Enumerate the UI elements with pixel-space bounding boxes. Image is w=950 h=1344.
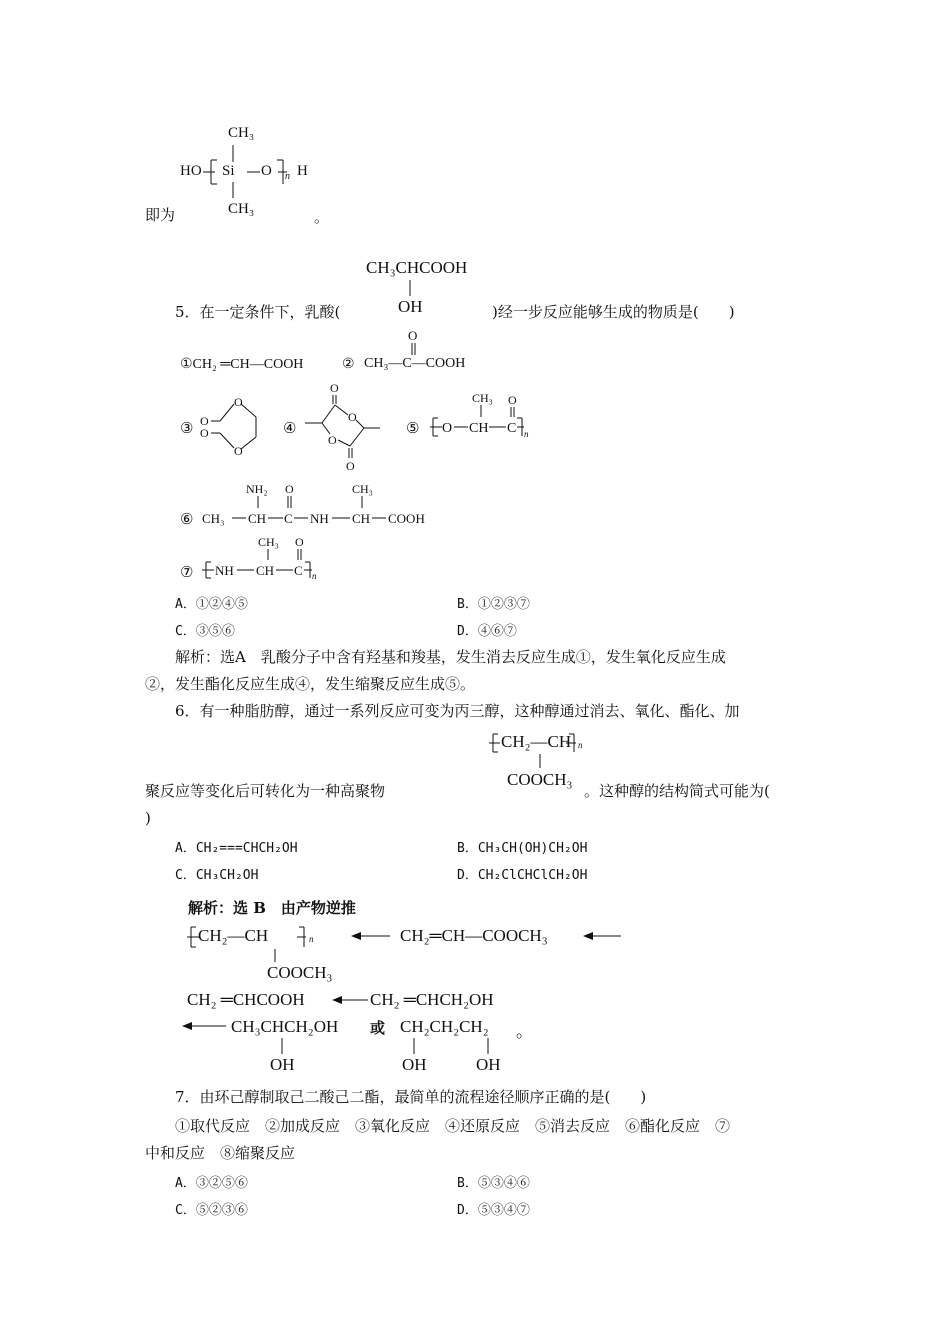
si-ho: HO <box>180 163 202 179</box>
q6-row1-polymer: CH₂—CH <box>198 926 269 945</box>
q6-analysis-label: 解析 <box>188 899 219 917</box>
si-bottom-ch3: CH₃ <box>228 201 255 217</box>
svg-text:O: O <box>442 421 453 436</box>
q5-stem-after: )经一步反应能够生成的物质是( ) <box>492 303 735 321</box>
q6-row3-arrow <box>182 1018 230 1034</box>
svg-text:NH₂: NH₂ <box>246 482 268 496</box>
option-1: ①CH₂ ═CH—COOH <box>180 357 304 372</box>
option-3-num: ③ <box>180 421 194 437</box>
q6-row2-arrow <box>332 992 372 1008</box>
q6-polymer-n: n <box>578 740 583 750</box>
q7-choice-b[interactable]: B．⑤③④⑥ <box>457 1176 530 1191</box>
lactic-bond <box>405 280 415 298</box>
svg-text:C: C <box>294 563 303 578</box>
option-2-num: ② <box>342 357 355 372</box>
si-o: O <box>261 163 272 179</box>
svg-text:CH: CH <box>352 511 371 526</box>
q6-row3-option-a: CH₃CHCH₂OH <box>231 1017 339 1036</box>
q7-choice-a[interactable]: A．③②⑤⑥ <box>175 1176 248 1191</box>
svg-text:C: C <box>507 421 517 436</box>
q6-row3-or: 或 <box>370 1019 386 1037</box>
q6-row1-n: n <box>309 934 314 944</box>
q7-steps-line2: 中和反应 ⑧缩聚反应 <box>145 1144 296 1162</box>
q6-row1-ester: COOCH₃ <box>267 963 333 982</box>
q6-stem-line2-before: 聚反应等变化后可转化为一种高聚物 <box>145 782 386 800</box>
q7-stem: 7．由环己醇制取己二酸己二酯，最简单的流程途径顺序正确的是( ) <box>175 1088 647 1106</box>
svg-text:O: O <box>285 482 294 496</box>
svg-text:C: C <box>284 511 293 526</box>
q7-choice-d[interactable]: D．⑤③④⑦ <box>457 1203 530 1218</box>
svg-text:O: O <box>234 395 243 409</box>
q7-choice-c[interactable]: C．⑤②③⑥ <box>175 1203 248 1218</box>
si-top-ch3: CH₃ <box>228 125 255 141</box>
svg-text:O: O <box>508 393 517 407</box>
si-suffix: 。 <box>314 208 330 226</box>
option-2-double-bond <box>408 343 420 357</box>
option-2-o: O <box>408 328 418 343</box>
option-5-num: ⑤ <box>406 421 420 437</box>
si-n: n <box>285 171 290 182</box>
q6-stem-line1: 6．有一种脂肪醇，通过一系列反应可变为丙三醇，这种醇通过消去、氧化、酯化、加 <box>175 702 740 720</box>
svg-text:CH₃: CH₃ <box>258 535 279 549</box>
q6-row3-option-b: CH₂CH₂CH₂ <box>400 1017 489 1036</box>
si-prefix: 即为 <box>145 206 176 224</box>
option-6-dipeptide <box>198 478 438 533</box>
si-h: H <box>297 163 308 179</box>
q5-choice-c[interactable]: C．③⑤⑥ <box>175 624 235 639</box>
q6-row3-oh-a: OH <box>270 1055 295 1074</box>
q5-choice-d[interactable]: D．④⑥⑦ <box>457 624 517 639</box>
svg-text:n: n <box>524 429 529 439</box>
q6-row3-oh-b1: OH <box>402 1055 427 1074</box>
q6-polymer-main: CH₂—CH <box>501 732 572 751</box>
option-7-polymer <box>198 532 328 582</box>
q6-row3-end: 。 <box>516 1022 533 1041</box>
svg-text:NH: NH <box>310 511 329 526</box>
q6-choice-b[interactable]: B．CH₃CH(OH)CH₂OH <box>457 841 588 856</box>
q6-stem-line2-after: 。这种醇的结构简式可能为( <box>584 782 770 800</box>
lactic-oh: OH <box>398 297 423 316</box>
q6-choice-d[interactable]: D．CH₂ClCHClCH₂OH <box>457 868 588 883</box>
svg-text:CH₃: CH₃ <box>352 482 373 496</box>
option-7-num: ⑦ <box>180 565 194 581</box>
q6-choice-c[interactable]: C．CH₃CH₂OH <box>175 868 259 883</box>
option-3-ring <box>198 392 268 462</box>
svg-text:O: O <box>348 410 357 424</box>
svg-text:O: O <box>200 414 209 428</box>
svg-text:n: n <box>312 571 317 581</box>
svg-text:CH: CH <box>248 511 267 526</box>
q6-stem-line3: ) <box>145 809 151 827</box>
q5-stem-before: 5．在一定条件下，乳酸( <box>175 303 341 321</box>
svg-text:CH: CH <box>256 563 275 578</box>
svg-text:NH: NH <box>215 563 234 578</box>
si-atom: Si <box>222 163 235 179</box>
q6-analysis-head: ：选 B 由产物逆推 <box>218 899 356 917</box>
q6-choice-a[interactable]: A．CH₂===CHCH₂OH <box>175 841 298 856</box>
svg-text:O: O <box>330 381 339 395</box>
svg-text:O: O <box>295 535 304 549</box>
option-6-num: ⑥ <box>180 512 194 528</box>
svg-text:CH: CH <box>469 421 489 436</box>
q6-row3-oh-b2: OH <box>476 1055 501 1074</box>
q5-choice-b[interactable]: B．①②③⑦ <box>457 597 530 612</box>
option-2-formula: CH₃—C—COOH <box>364 356 466 371</box>
q6-row1-monomer: CH₂═CH—COOCH₃ <box>400 926 548 945</box>
svg-text:CH₃: CH₃ <box>472 391 493 405</box>
q6-row2-alcohol: CH₂ ═CHCH₂OH <box>370 990 494 1009</box>
q5-analysis-line2: ②，发生酯化反应生成④，发生缩聚反应生成⑤。 <box>145 675 476 693</box>
lactic-acid-formula: CH₃CHCOOH <box>366 258 468 277</box>
q7-steps-line1: ①取代反应 ②加成反应 ③氧化反应 ④还原反应 ⑤消去反应 ⑥酯化反应 ⑦ <box>175 1117 731 1135</box>
svg-text:O: O <box>328 433 337 447</box>
svg-text:O: O <box>234 444 243 458</box>
q6-row3-bonds <box>270 1038 500 1058</box>
svg-text:O: O <box>200 426 209 440</box>
q5-analysis-line1: 解析：选A 乳酸分子中含有羟基和羧基，发生消去反应生成①，发生氧化反应生成 <box>175 648 726 666</box>
svg-text:O: O <box>346 459 355 473</box>
q6-row2-acid: CH₂ ═CHCOOH <box>187 990 305 1009</box>
option-4-ring <box>300 378 385 473</box>
svg-text:CH₃: CH₃ <box>202 511 225 526</box>
option-4-num: ④ <box>283 421 297 437</box>
svg-text:COOH: COOH <box>388 511 425 526</box>
q5-choice-a[interactable]: A．①②④⑤ <box>175 597 248 612</box>
q6-polymer-ester: COOCH₃ <box>507 770 573 789</box>
option-5-polymer <box>428 388 538 448</box>
